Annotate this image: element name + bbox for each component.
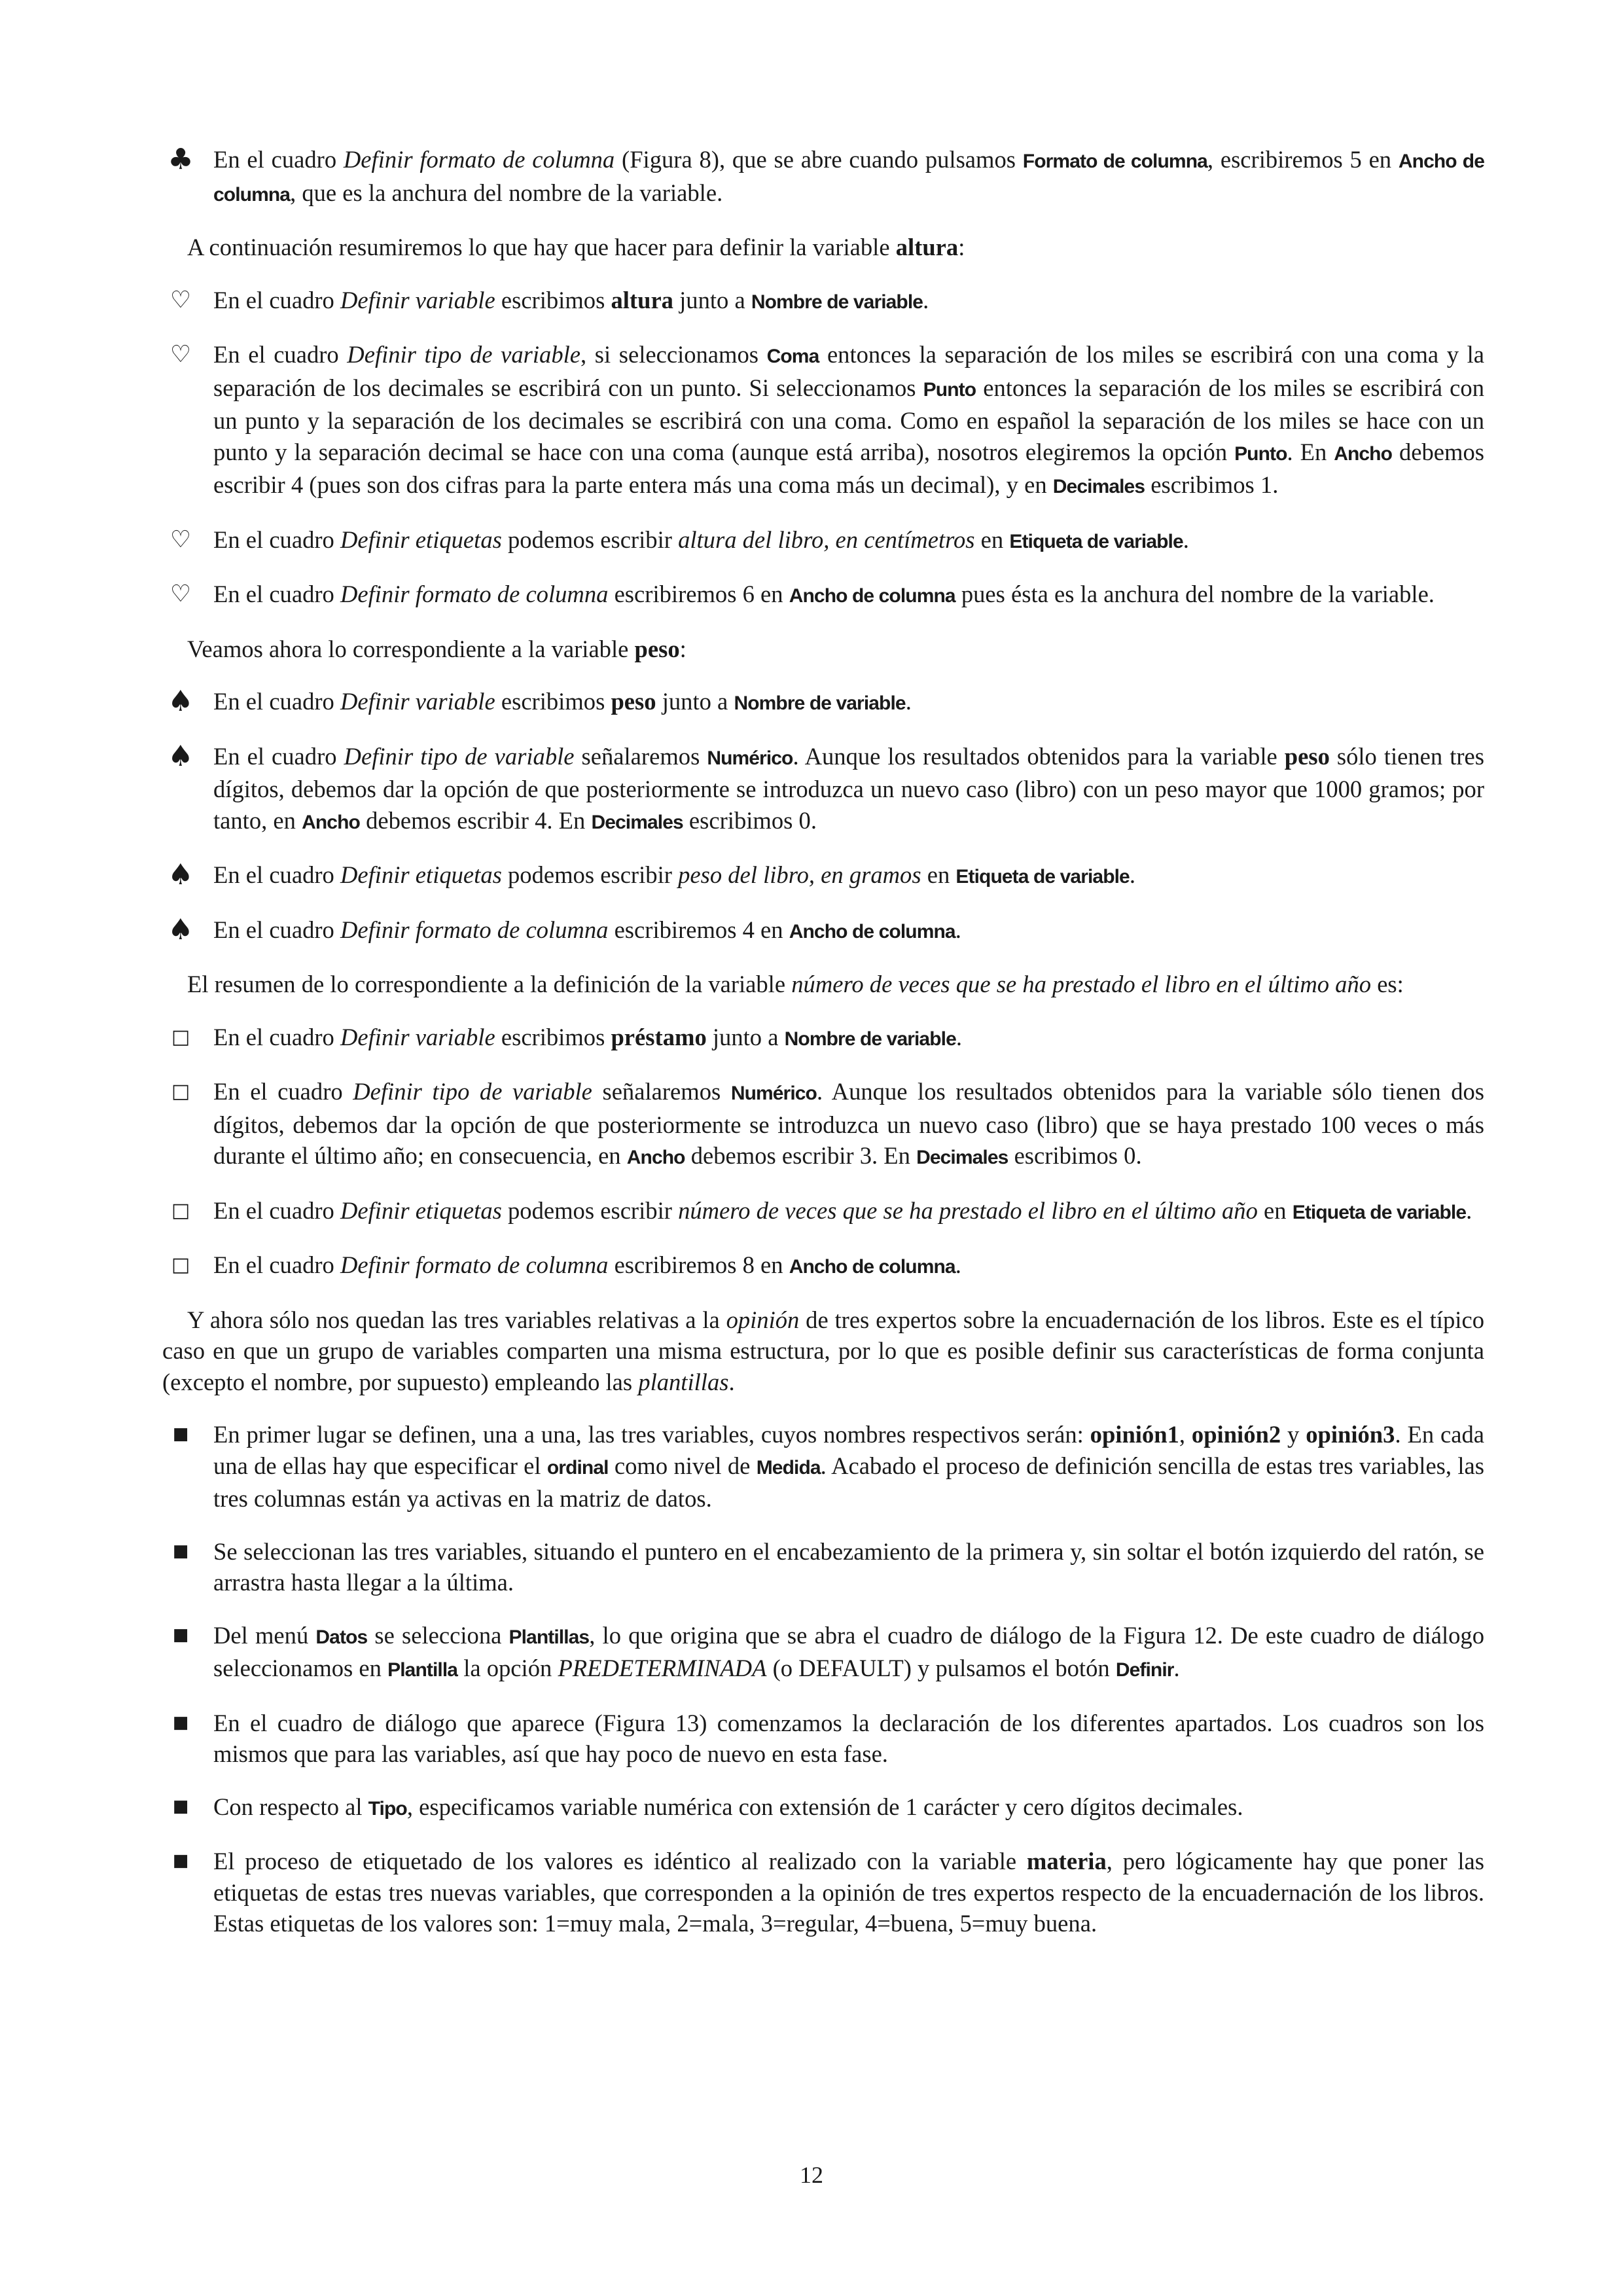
- text: [213, 1076, 1484, 1174]
- list-item: [162, 686, 1484, 719]
- text-run: entonces la separación de los miles se escribirá con un punto y la separación de los decimales se escribirá con una coma. Como en español la separación de los miles se hace con un punto y la separación decimal se hace con una coma (aunque está arriba), nosotros elegiremos la opción: [213, 374, 1484, 465]
- text-run: En el cuadro: [213, 286, 340, 314]
- text-run: Del menú: [213, 1621, 316, 1649]
- italic-term: plantillas: [638, 1368, 729, 1395]
- page-number: 12: [800, 2162, 823, 2188]
- variable-name: peso: [1284, 742, 1330, 770]
- list-item: [162, 1076, 1484, 1174]
- text-run: se selecciona: [367, 1621, 509, 1649]
- italic-term: Definir formato de columna: [340, 581, 609, 607]
- text-run: .: [1183, 526, 1189, 553]
- text-run: :: [679, 635, 687, 662]
- text-run: junto a: [656, 688, 734, 715]
- ui-label: Ancho de columna: [213, 151, 1484, 206]
- text: [213, 1249, 1484, 1283]
- text-run: escribimos: [495, 1023, 611, 1050]
- list-item: [162, 1022, 1484, 1055]
- heart-icon: ♡: [169, 341, 192, 368]
- italic-term: Definir etiquetas: [340, 526, 502, 553]
- variable-name: préstamo: [611, 1023, 707, 1050]
- ui-label: Coma: [766, 346, 819, 367]
- text-run: . Acabado el proceso de definición sencilla de estas tres variables, las tres columnas están ya activas en la matriz de datos.: [213, 1452, 1484, 1512]
- text-run: sólo tienen tres dígitos, debemos dar la opción de que posteriormente se introduzca un nuevo caso (libro) con un peso mayor que 1000 gramos; por tanto, en: [213, 742, 1485, 834]
- ui-label: Etiqueta de variable: [1292, 1201, 1467, 1223]
- text-run: .: [955, 916, 961, 943]
- text-run: A continuación resumiremos lo que hay que hacer para definir la variable: [187, 234, 896, 260]
- text-run: . En cada una de ellas hay que especificar el: [213, 1421, 1484, 1479]
- ui-label: Punto: [1234, 442, 1287, 465]
- italic-term: Definir tipo de variable: [353, 1078, 592, 1105]
- text-run: . Aunque los resultados obtenidos para la variable sólo tienen dos dígitos, debemos dar la opción de que posteriormente se introduzca un nuevo caso (libro) que se haya prestado 100 veces o más durante el último año; en consecuencia, en: [213, 1078, 1485, 1169]
- text-run: En el cuadro: [213, 581, 340, 607]
- square-icon: □: [171, 1198, 190, 1222]
- ui-label: Medida: [756, 1456, 821, 1479]
- text-run: El resumen de lo correspondiente a la definición de la variable: [187, 971, 792, 997]
- bullet-icon: ■: [172, 1624, 189, 1645]
- spade-icon: ♠: [168, 739, 194, 773]
- italic-term: número de veces que se ha prestado el libro en el último año: [678, 1196, 1258, 1224]
- ui-label: Plantillas: [508, 1626, 590, 1648]
- text: [213, 1846, 1484, 1939]
- paragraph: [162, 1304, 1484, 1398]
- list-item: [162, 741, 1484, 838]
- list-item: [162, 1195, 1484, 1229]
- text: [213, 524, 1484, 558]
- ui-label: Ancho de columna: [789, 585, 955, 607]
- text: [213, 1791, 1484, 1825]
- text-run: escribimos: [495, 688, 611, 715]
- text-run: debemos escribir 4 (pues son dos cifras para la parte entera más una coma más un decimal), y en: [213, 438, 1484, 498]
- heart-icon: ♡: [169, 526, 192, 553]
- text-run: pues ésta es la anchura del nombre de la variable.: [955, 581, 1435, 607]
- text-run: escribiremos 6 en: [608, 581, 789, 607]
- text: [213, 1419, 1484, 1515]
- club-icon: ♣: [168, 143, 194, 176]
- text: [213, 741, 1484, 838]
- text-run: En el cuadro: [213, 742, 344, 770]
- text-run: ,: [1179, 1421, 1192, 1448]
- ui-label: Plantilla: [387, 1659, 458, 1681]
- text-run: .: [1466, 1196, 1472, 1224]
- text-run: En el cuadro: [213, 1196, 340, 1224]
- ui-label: ordinal: [546, 1456, 609, 1479]
- text: [213, 859, 1484, 893]
- ui-label: Definir: [1115, 1659, 1174, 1681]
- text-run: en: [921, 861, 956, 888]
- spade-icon: ♠: [168, 858, 194, 891]
- heart-icon: ♡: [169, 581, 192, 607]
- ui-label: Etiqueta de variable: [955, 866, 1130, 888]
- text-run: , que es la anchura del nombre de la variable.: [290, 179, 723, 206]
- text-run: En el cuadro: [213, 526, 340, 553]
- italic-term: opinión: [726, 1306, 800, 1333]
- ui-label: Nombre de variable: [751, 291, 923, 313]
- text-run: la opción: [457, 1655, 558, 1681]
- text-run: En el cuadro: [213, 341, 348, 368]
- text-run: podemos escribir: [501, 1196, 679, 1224]
- text: [213, 579, 1484, 612]
- text-run: , lo que origina que se abra el cuadro de diálogo de la Figura 12. De este cuadro de diálogo seleccionamos en: [213, 1621, 1484, 1681]
- list-item: [162, 1708, 1484, 1770]
- variable-name: altura: [895, 234, 959, 260]
- ui-label: Datos: [315, 1626, 368, 1648]
- paragraph: [162, 232, 1484, 263]
- text-run: , pero lógicamente hay que poner las etiquetas de estas tres nuevas variables, que corresponden a la opinión de tres expertos respecto de la encuadernación de los libros. Estas etiquetas de los valores son: 1=muy mala, 2=mala, 3=regular, 4=buena, 5=muy buena.: [213, 1848, 1484, 1937]
- text-run: podemos escribir: [501, 861, 679, 888]
- text-run: Veamos ahora lo correspondiente a la variable: [187, 635, 635, 662]
- text-run: .: [1129, 861, 1135, 888]
- text-run: debemos escribir 3. En: [685, 1142, 917, 1169]
- italic-term: número de veces que se ha prestado el libro en el último año: [791, 971, 1372, 997]
- ui-label: Nombre de variable: [734, 692, 906, 714]
- text-run: junto a: [673, 286, 751, 314]
- text-run: . En: [1287, 438, 1334, 465]
- text-run: señalaremos: [592, 1078, 731, 1105]
- list-item: [162, 1846, 1484, 1939]
- ui-label: Decimales: [1052, 476, 1145, 497]
- variable-name: opinión3: [1306, 1421, 1395, 1448]
- text-run: de tres expertos sobre la encuadernación de los libros. Este es el típico caso en que un grupo de variables comparten una misma estructura, por lo que es posible definir sus características de forma conjunta (excepto el nombre, por supuesto) empleando las: [162, 1306, 1484, 1395]
- text-run: Y ahora sólo nos quedan las tres variables relativas a la: [187, 1306, 726, 1333]
- ui-label: Tipo: [368, 1797, 407, 1820]
- text-run: en: [974, 526, 1010, 553]
- text: [213, 1620, 1484, 1686]
- text-run: escribimos 0.: [683, 806, 817, 834]
- ui-label: Ancho de columna: [789, 920, 955, 942]
- list-item: [162, 524, 1484, 558]
- text: [213, 914, 1484, 948]
- text-run: En el cuadro: [213, 1023, 340, 1050]
- italic-term: Definir variable: [340, 688, 495, 715]
- paragraph: [162, 969, 1484, 1000]
- text-run: escribimos 0.: [1008, 1142, 1142, 1169]
- text-run: (Figura 8), que se abre cuando pulsamos: [615, 146, 1023, 173]
- text-run: En el cuadro: [213, 146, 344, 173]
- text: [213, 1536, 1484, 1598]
- text-run: es:: [1371, 971, 1404, 997]
- ui-label: Decimales: [916, 1147, 1008, 1168]
- italic-term: Definir tipo de variable: [347, 341, 581, 368]
- bullet-icon: ■: [172, 1424, 189, 1444]
- list-item: [162, 339, 1484, 503]
- ui-label: Numérico: [730, 1083, 817, 1104]
- ui-label: Punto: [923, 378, 976, 401]
- square-icon: □: [171, 1025, 190, 1049]
- text-run: escribimos 1.: [1145, 471, 1279, 498]
- text-run: , escribiremos 5 en: [1207, 146, 1399, 173]
- list-item: [162, 1620, 1484, 1686]
- text-run: Se seleccionan las tres variables, situando el puntero en el encabezamiento de la primera y, sin soltar el botón izquierdo del ratón, se arrastra hasta llegar a la última.: [213, 1537, 1484, 1596]
- variable-name: peso: [611, 688, 656, 715]
- text-run: señalaremos: [574, 742, 707, 770]
- text-run: .: [905, 688, 912, 715]
- ui-label: Ancho: [302, 811, 360, 833]
- italic-term: Definir formato de columna: [340, 916, 609, 943]
- text-run: En el cuadro de diálogo que aparece (Figura 13) comenzamos la declaración de los diferentes apartados. Los cuadros son los mismos que para las variables, así que hay poco de nuevo en esta fase.: [213, 1709, 1484, 1767]
- list-item: [162, 859, 1484, 893]
- italic-term: PREDETERMINADA: [558, 1655, 767, 1681]
- text-run: En el cuadro: [213, 861, 340, 888]
- text: [213, 1708, 1484, 1770]
- text-run: . Aunque los resultados obtenidos para la variable: [793, 742, 1285, 770]
- text-run: debemos escribir 4. En: [359, 806, 592, 834]
- italic-term: altura del libro, en centímetros: [678, 526, 975, 553]
- text-run: junto a: [706, 1023, 785, 1050]
- list-item: [162, 579, 1484, 612]
- text-run: , si seleccionamos: [580, 341, 767, 368]
- italic-term: peso del libro, en gramos: [678, 861, 921, 888]
- italic-term: Definir tipo de variable: [344, 742, 575, 770]
- ui-label: Ancho: [626, 1147, 685, 1168]
- text: [213, 686, 1484, 719]
- italic-term: Definir variable: [340, 286, 495, 314]
- spade-icon: ♠: [168, 912, 194, 946]
- text-run: .: [955, 1023, 963, 1050]
- text-run: Con respecto al: [213, 1793, 368, 1820]
- text-run: escribiremos 4 en: [608, 916, 789, 943]
- text-run: escribiremos 8 en: [608, 1251, 789, 1278]
- text-run: como nivel de: [608, 1452, 757, 1479]
- ui-label: Nombre de variable: [784, 1028, 956, 1050]
- text-run: y: [1281, 1421, 1306, 1448]
- variable-name: opinión2: [1191, 1421, 1281, 1448]
- list-item: [162, 285, 1484, 318]
- variable-name: opinión1: [1090, 1421, 1179, 1448]
- text: [213, 339, 1484, 503]
- list-item: [162, 1419, 1484, 1515]
- text-run: .: [923, 286, 929, 314]
- text-run: .: [728, 1368, 735, 1395]
- list-item: [162, 1791, 1484, 1825]
- ui-label: Ancho de columna: [789, 1256, 955, 1278]
- document-body: [162, 144, 1484, 1961]
- text-run: En primer lugar se definen, una a una, las tres variables, cuyos nombres respectivos serán:: [213, 1421, 1090, 1448]
- italic-term: Definir formato de columna: [340, 1251, 609, 1278]
- italic-term: Definir etiquetas: [340, 1196, 502, 1224]
- ui-label: Etiqueta de variable: [1009, 530, 1183, 552]
- italic-term: Definir variable: [340, 1023, 495, 1050]
- paragraph: [162, 634, 1484, 665]
- text: [213, 285, 1484, 318]
- text-run: , especificamos variable numérica con extensión de 1 carácter y cero dígitos decimales.: [406, 1793, 1243, 1820]
- text-run: (o DEFAULT) y pulsamos el botón: [766, 1655, 1116, 1681]
- text-run: .: [955, 1251, 961, 1278]
- ui-label: Numérico: [707, 747, 793, 769]
- bullet-icon: ■: [172, 1796, 189, 1816]
- list-item: [162, 1249, 1484, 1283]
- text-run: En el cuadro: [213, 1251, 340, 1278]
- text: [213, 1022, 1484, 1055]
- variable-name: peso: [634, 635, 680, 662]
- text: [213, 1195, 1484, 1229]
- square-icon: □: [171, 1080, 190, 1103]
- text-run: entonces la separación de los miles se escribirá con una coma y la separación de los decimales se escribirá con un punto. Si seleccionamos: [213, 341, 1485, 401]
- variable-name: materia: [1026, 1848, 1107, 1874]
- ui-label: Formato de columna: [1022, 151, 1207, 172]
- text: [213, 144, 1484, 210]
- italic-term: Definir formato de columna: [343, 146, 615, 173]
- text-run: .: [1173, 1655, 1180, 1681]
- heart-icon: ♡: [169, 286, 192, 314]
- italic-term: Definir etiquetas: [340, 861, 502, 888]
- list-item: [162, 1536, 1484, 1598]
- text-run: En el cuadro: [213, 688, 340, 715]
- bullet-icon: ■: [172, 1851, 189, 1871]
- text-run: En el cuadro: [213, 916, 340, 943]
- bullet-icon: ■: [172, 1541, 189, 1561]
- variable-name: altura: [611, 286, 673, 314]
- list-item: [162, 914, 1484, 948]
- bullet-icon: ■: [172, 1712, 189, 1732]
- spade-icon: ♠: [168, 685, 194, 718]
- text-run: podemos escribir: [501, 526, 679, 553]
- ui-label: Ancho: [1334, 442, 1393, 465]
- text-run: En el cuadro: [213, 1078, 353, 1105]
- text-run: en: [1257, 1196, 1293, 1224]
- square-icon: □: [171, 1253, 190, 1276]
- text-run: :: [958, 234, 965, 260]
- ui-label: Decimales: [591, 811, 683, 833]
- text-run: escribimos: [495, 286, 611, 314]
- text-run: El proceso de etiquetado de los valores es idéntico al realizado con la variable: [213, 1848, 1027, 1874]
- list-item: [162, 144, 1484, 210]
